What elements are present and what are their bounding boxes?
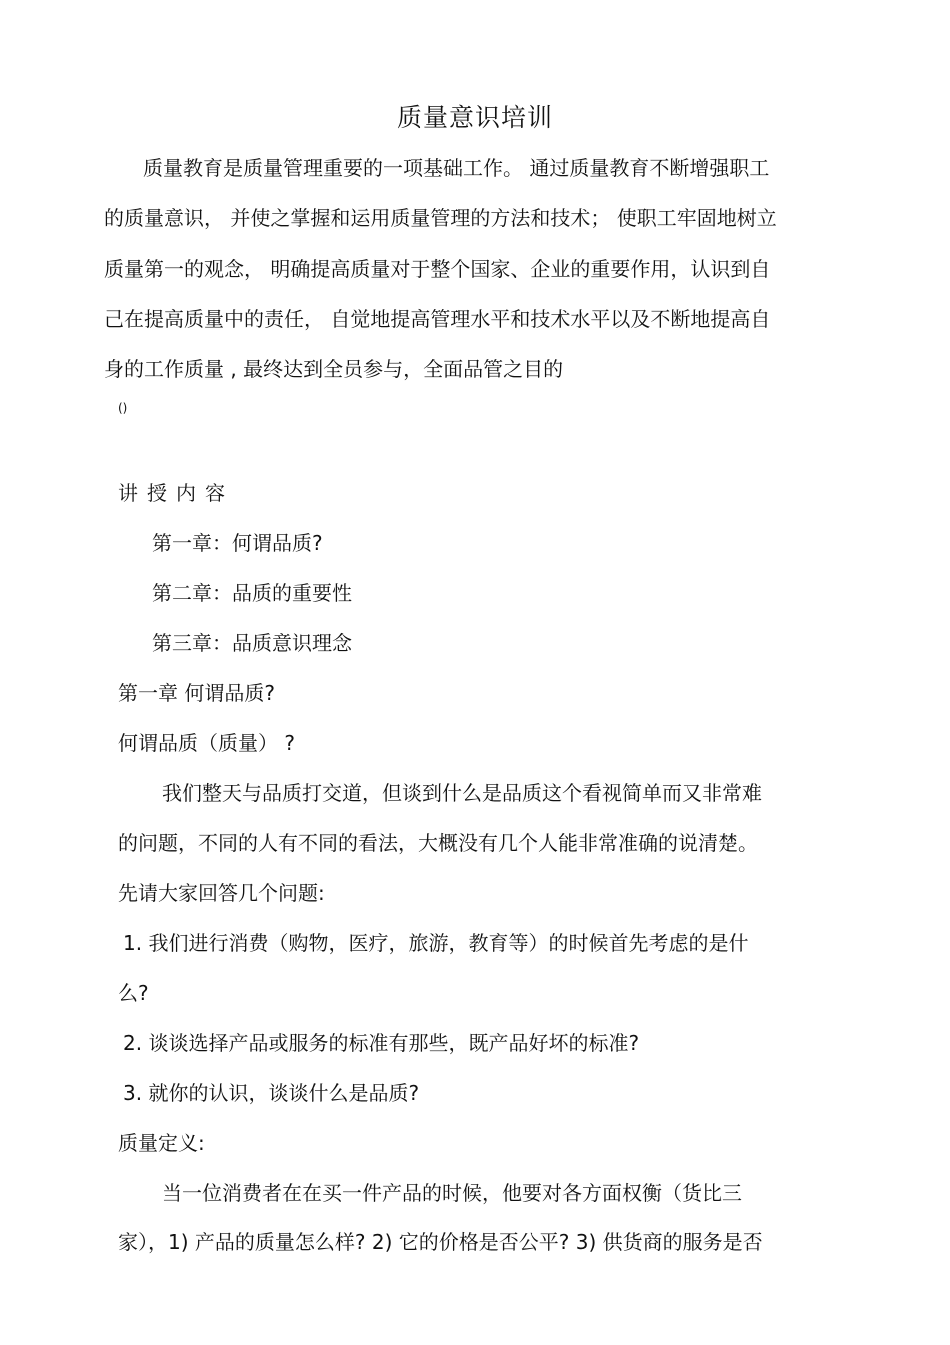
lecture-heading: 讲授内容 xyxy=(118,481,234,505)
question-3: 3. 就你的认识，谈谈什么是品质? xyxy=(123,1081,420,1105)
question-1-line-1: 1. 我们进行消费（购物，医疗，旅游，教育等）的时候首先考虑的是什 xyxy=(123,931,749,955)
page-title: 质量意识培训 xyxy=(396,103,553,132)
definition-line-1: 当一位消费者在在买一件产品的时候，他要对各方面权衡（货比三 xyxy=(162,1181,742,1205)
chapter-1-heading: 第一章 何谓品质? xyxy=(118,681,275,705)
toc-item-3: 第三章：品质意识理念 xyxy=(152,631,352,655)
question-2: 2. 谈谈选择产品或服务的标准有那些，既产品好坏的标准? xyxy=(123,1031,640,1055)
intro-line-2: 的质量意识， 并使之掌握和运用质量管理的方法和技术； 使职工牢固地树立 xyxy=(104,206,777,230)
question-1-line-2: 么? xyxy=(118,981,149,1005)
toc-item-1: 第一章：何谓品质? xyxy=(152,531,323,555)
intro-line-4: 己在提高质量中的责任， 自觉地提高管理水平和技术水平以及不断地提高自 xyxy=(104,307,771,331)
what-is-quality-heading: 何谓品质（质量） ? xyxy=(118,731,295,755)
toc-item-2: 第二章：品质的重要性 xyxy=(152,581,352,605)
intro-line-1: 质量教育是质量管理重要的一项基础工作。 通过质量教育不断增强职工 xyxy=(143,156,770,180)
definition-heading: 质量定义: xyxy=(118,1131,205,1155)
intro-line-3: 质量第一的观念， 明确提高质量对于整个国家、企业的重要作用，认识到自 xyxy=(104,257,771,281)
para1-line-2: 的问题，不同的人有不同的看法，大概没有几个人能非常准确的说清楚。 xyxy=(118,831,758,855)
para1-line-1: 我们整天与品质打交道，但谈到什么是品质这个看视简单而又非常难 xyxy=(162,781,762,805)
intro-line-5: 身的工作质量 , 最终达到全员参与，全面品管之目的 xyxy=(104,357,564,381)
definition-line-2: 家），1) 产品的质量怎么样? 2) 它的价格是否公平? 3) 供货商的服务是否 xyxy=(118,1230,763,1254)
empty-parentheses: () xyxy=(118,401,128,415)
questions-intro: 先请大家回答几个问题: xyxy=(118,881,325,905)
